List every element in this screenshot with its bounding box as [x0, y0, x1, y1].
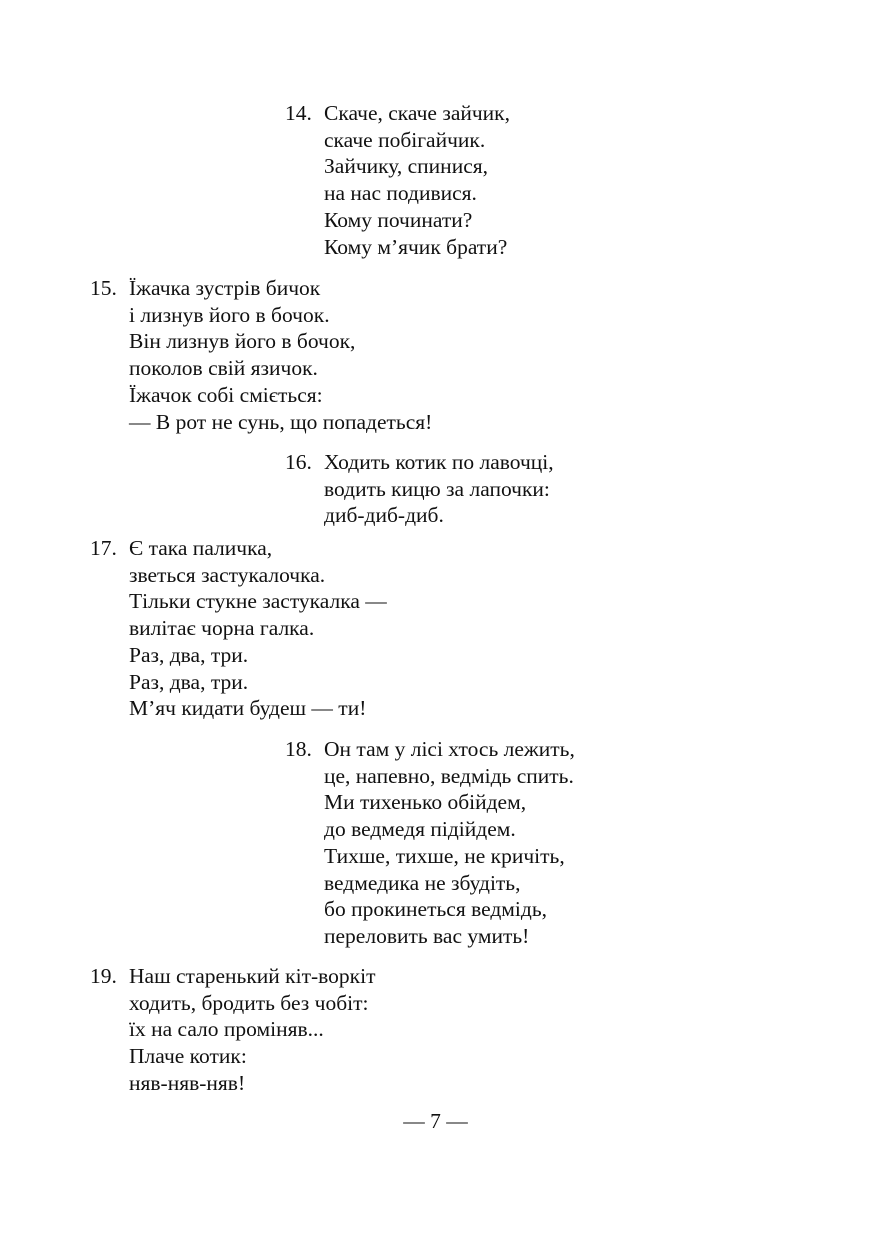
poem-number: 18.	[285, 737, 312, 761]
poem-line: і лизнув його в бочок.	[129, 302, 330, 327]
poem-line: Наш старенький кіт-воркіт	[129, 964, 376, 988]
poem-line: Раз, два, три.	[129, 669, 249, 694]
poem-line: ведмедика не збудіть,	[324, 870, 521, 895]
poem-line: на нас подивися.	[324, 181, 477, 206]
poem-line: М’яч кидати будеш — ти!	[129, 696, 367, 721]
poem-line: Кому починати?	[324, 207, 473, 232]
poem-number: 16.	[285, 450, 312, 474]
poem-line: переловить вас умить!	[324, 923, 530, 948]
poem-line: Плаче котик:	[129, 1044, 247, 1069]
poem-line: Ходить котик по лавочці,	[324, 450, 554, 474]
page-number: — 7 —	[403, 1109, 468, 1133]
poem-line: Скаче, скаче зайчик,	[324, 101, 511, 125]
poem-line: ходить, бродить без чобіт:	[129, 990, 369, 1015]
poem-line: Він лизнув його в бочок,	[129, 329, 356, 354]
poem-line: до ведмедя підійдем.	[324, 817, 516, 842]
poem-line: Тихше, тихше, не кричіть,	[324, 843, 565, 868]
poem-line: няв-няв-няв!	[129, 1070, 246, 1095]
poem-number: 17.	[90, 536, 117, 560]
poem-number: 14.	[285, 101, 312, 125]
poem-15	[90, 275, 432, 435]
poem-line: диб-диб-диб.	[324, 503, 444, 528]
page-number-footer	[0, 1108, 875, 1134]
poem-line: Їжачка зустрів бичок	[129, 276, 321, 300]
poem-line: Кому м’ячик брати?	[324, 234, 508, 259]
poem-line: це, напевно, ведмідь спить.	[324, 763, 574, 788]
poem-number: 19.	[90, 964, 117, 988]
poem-line: Є така паличка,	[129, 536, 273, 560]
poem-number: 15.	[90, 276, 117, 300]
poem-line: бо прокинеться ведмідь,	[324, 897, 547, 922]
poem-line: Раз, два, три.	[129, 642, 249, 667]
poem-16	[285, 449, 554, 529]
poem-line: Ми тихенько обійдем,	[324, 790, 527, 815]
poem-line: скаче побігайчик.	[324, 127, 486, 152]
poem-19	[90, 963, 375, 1097]
poem-line: вилітає чорна галка.	[129, 616, 315, 641]
poem-18	[285, 736, 575, 950]
poem-line: — В рот не сунь, що попадеться!	[129, 409, 433, 434]
poem-line: Їжачок собі сміється:	[129, 382, 323, 407]
poem-line: водить кицю за лапочки:	[324, 476, 550, 501]
poem-line: Тільки стукне застукалка —	[129, 589, 387, 614]
poem-line: Он там у лісі хтось лежить,	[324, 737, 575, 761]
poem-line: їх на сало проміняв...	[129, 1017, 324, 1042]
poem-line: поколов свій язичок.	[129, 356, 318, 381]
poem-line: Зайчику, спинися,	[324, 154, 489, 179]
poem-17	[90, 535, 387, 722]
poem-14	[285, 100, 510, 260]
poem-line: зветься застукалочка.	[129, 562, 326, 587]
